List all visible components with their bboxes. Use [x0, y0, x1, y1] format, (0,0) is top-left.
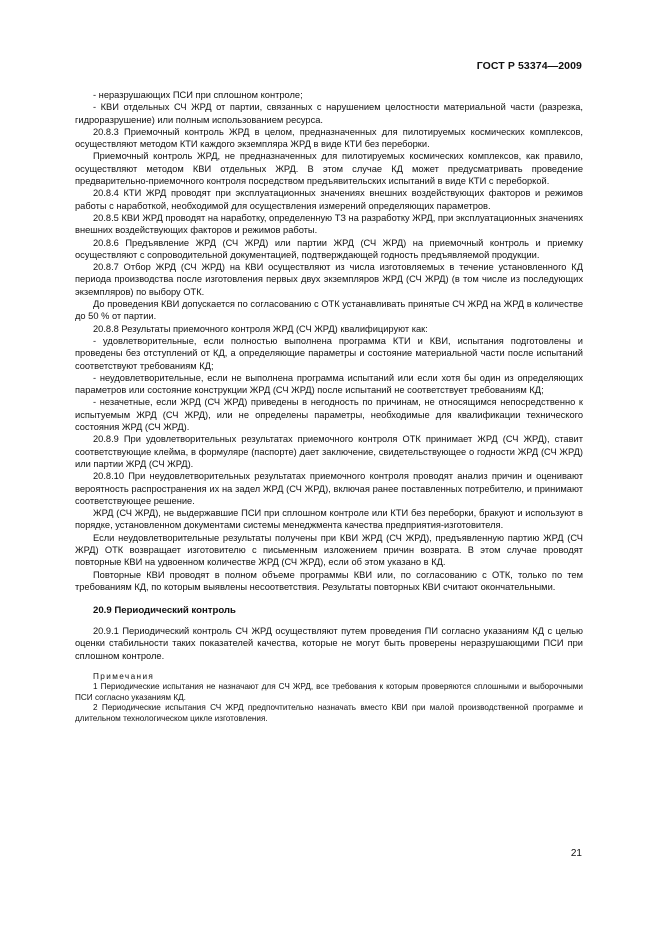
paragraph: 20.8.4 КТИ ЖРД проводят при эксплуатационных значениях внешних воздействующих факторов и режимов работы с наработкой, необходимой для осуществления измерений определяющих параметров. [75, 188, 583, 211]
paragraph: - неудовлетворительные, если не выполнена программа испытаний или если хотя бы один из определяющих параметров или состояние конструкции ЖРД (СЧ ЖРД) после испытаний не соответствует требованиям КД; [75, 372, 583, 396]
notes-title: Примечания [93, 672, 155, 682]
paragraph: Приемочный контроль ЖРД, не предназначенных для пилотируемых космических комплексов, как правило, осуществляют методом КВИ отдельных ЖРД. В этом случае КД может предусматривать проведение предварительно-приемочного контроля посредством предъявительских испытаний в виде КТИ с переборкой. [75, 151, 583, 187]
paragraph: 20.8.9 При удовлетворительных результатах приемочного контроля ОТК принимает ЖРД (СЧ ЖРД), ставит соответствующие клейма, в формуляре (паспорте) дает заключение, свидетельствующее о годности ЖРД (СЧ ЖРД) или партии ЖРД (СЧ ЖРД). [75, 434, 583, 469]
paragraph: - неразрушающих ПСИ при сплошном контроле; [93, 90, 303, 100]
paragraph: Повторные КВИ проводят в полном объеме программы КВИ или, по согласованию с ОТК, только по тем требованиям КД, по которым выявлены несоответствия. Результаты повторных КВИ считают окончательными. [75, 569, 583, 592]
paragraph: 20.8.6 Предъявление ЖРД (СЧ ЖРД) или партии ЖРД (СЧ ЖРД) на приемочный контроль и приемку осуществляют с сопроводительной документацией, подтверждающей годность предъявляемой продукции. [75, 237, 583, 260]
paragraph: - КВИ отдельных СЧ ЖРД от партии, связанных с нарушением целостности материальной части (разрезка, гидроразрушение) или полным использованием ресурса. [75, 102, 583, 125]
paragraph: ЖРД (СЧ ЖРД), не выдержавшие ПСИ при сплошном контроле или КТИ без переборки, бракуют и используют в порядке, установленном документами системы менеджмента качества предприятия-изготовителя. [75, 508, 583, 531]
paragraph: 20.8.8 Результаты приемочного контроля ЖРД (СЧ ЖРД) квалифицируют как: [93, 323, 428, 334]
paragraph: Если неудовлетворительные результаты получены при КВИ ЖРД (СЧ ЖРД), предъявленную партию ЖРД (СЧ ЖРД) ОТК возвращает изготовителю с письменным изложением причин возврата. В этом случае проводят повторные КВИ на удвоенном количестве ЖРД (СЧ ЖРД), если об этом указано в КД. [75, 532, 583, 568]
document-header: ГОСТ Р 53374—2009 [476, 60, 582, 72]
paragraph: 20.8.3 Приемочный контроль ЖРД в целом, предназначенных для пилотируемых космических комплексов, осуществляют методом КТИ каждого экземпляра ЖРД в виде КТИ без переборки. [75, 126, 583, 150]
paragraphs-a [75, 89, 583, 593]
paragraph: 20.8.10 При неудовлетворительных результатах приемочного контроля проводят анализ причин и оценивают вероятность распространения их на задел ЖРД (СЧ ЖРД), включая ранее поставленных потребителю, и принимают соответствующее решение. [75, 471, 583, 506]
note: 2 Периодические испытания СЧ ЖРД предпочтительно назначать вместо КВИ при малой производственной программе и длительном технологическом цикле изготовления. [75, 703, 583, 723]
note: 1 Периодические испытания не назначают для СЧ ЖРД, все требования к которым проверяются сплошными и выборочными ПСИ согласно указаниям КД. [75, 682, 583, 702]
paragraph: 20.8.7 Отбор ЖРД (СЧ ЖРД) на КВИ осуществляют из числа изготовляемых в течение установленного КД периода производства после изготовления первых двух экземпляров ЖРД (СЧ ЖРД) (в том числе из последующих экземпляров) по выбору ОТК. [75, 262, 583, 297]
paragraph: 20.8.5 КВИ ЖРД проводят на наработку, определенную ТЗ на разработку ЖРД, при эксплуатационных значениях внешних воздействующих факторов и режимов работы. [75, 212, 583, 236]
section-heading: 20.9 Периодический контроль [93, 605, 236, 617]
paragraph: 20.9.1 Периодический контроль СЧ ЖРД осуществляют путем проведения ПИ согласно указаниям КД с целью оценки стабильности таких показателей качества, которые не могут быть проверены неразрушающими ПСИ при сплошном контроле. [75, 626, 583, 661]
paragraph: До проведения КВИ допускается по согласованию с ОТК устанавливать принятые СЧ ЖРД на ЖРД в количестве до 50 % от партии. [75, 299, 583, 322]
paragraph: - незачетные, если ЖРД (СЧ ЖРД) приведены в негодность по причинам, не относящимся непосредственно к испытуемым ЖРД (СЧ ЖРД), или не определены параметры, необходимые для квалификации технического состояния ЖРД (СЧ ЖРД). [75, 397, 583, 433]
paragraph: - удовлетворительные, если полностью выполнена программа КТИ и КВИ, испытания подготовлены и проведены без отступлений от КД, а определяющие параметры и состояние материальной части после испытаний соответствуют требованиям КД; [75, 335, 583, 371]
page-number: 21 [570, 848, 582, 859]
page-body [75, 89, 583, 724]
